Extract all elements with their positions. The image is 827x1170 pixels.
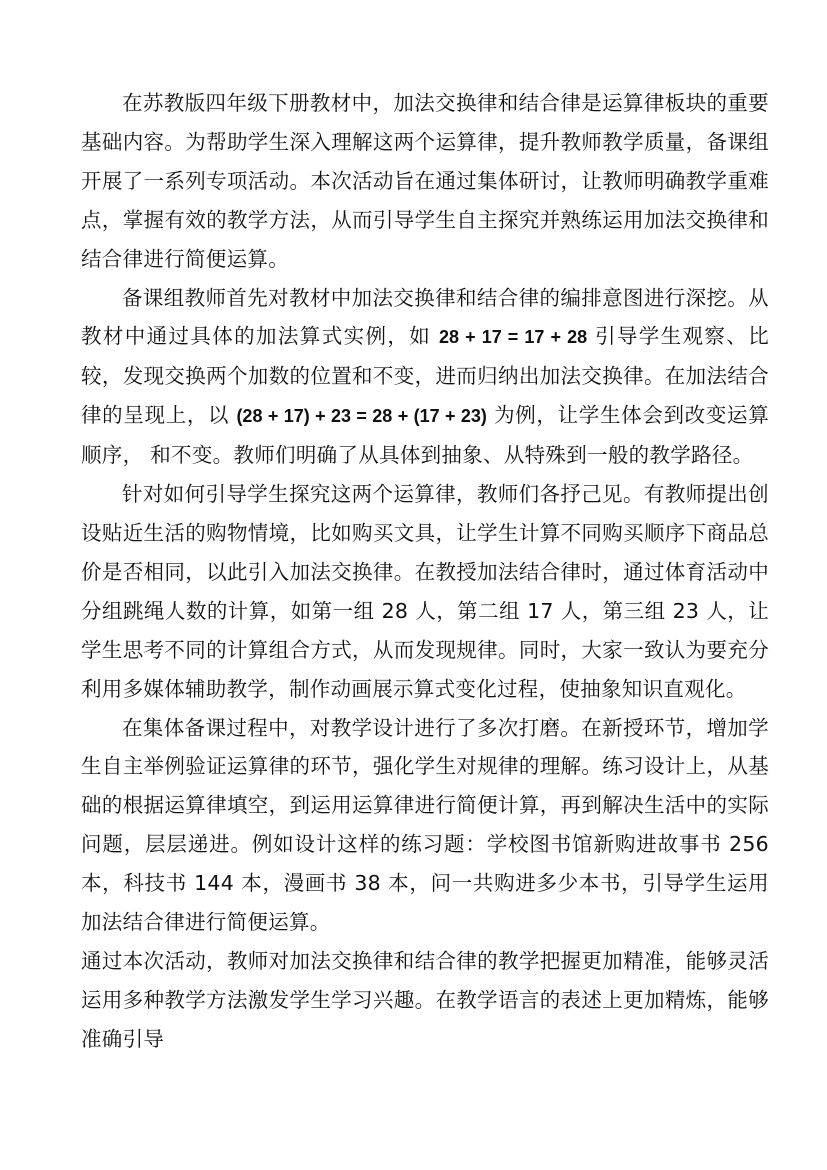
paragraph-lesson-design: 在集体备课过程中，对教学设计进行了多次打磨。在新授环节，增加学生自主举例验证运算律的环节，强化学生对规律的理解。练习设计上，从基础的根据运算律填空，到运用运算律进行简便计算，再到解决生活中的实际问题，层层递进。例如设计这样的练习题：学校图书馆新购进故事书 256 本，科技书 144 本，漫画书 38 本，问一共购进多少本书，引导学生运用加法结合律进行简便运算。 [81,715,769,935]
paragraph-intro: 在苏教版四年级下册教材中，加法交换律和结合律是运算律板块的重要基础内容。为帮助学生深入理解这两个运算律，提升教师教学质量，备课组开展了一系列专项活动。本次活动旨在通过集体研讨，让教师明确教学重难点，掌握有效的教学方法，从而引导学生自主探究并熟练运用加法交换律和结合律进行简便运算。 [81,91,769,271]
paragraph-text-segment: 为例，让学生体会到改变运算顺序， 和不变。教师们明确了从具体到抽象、从特殊到一般的教学路径。 [81,403,770,468]
equation-associative: (28 + 17) + 23 = 28 + (17 + 23) [236,406,487,427]
paragraph-text-segment: 引导学生观察、比较，发现交换两个加数的位置和不变，进而归纳出加法交换律。在加法结合律的呈现上，以 [81,324,769,428]
document-body [81,84,769,1059]
equation-commutative: 28 + 17 = 17 + 28 [439,327,588,348]
paragraph-teaching-methods: 针对如何引导学生探究这两个运算律，教师们各抒己见。有教师提出创设贴近生活的购物情境，比如购买文具，让学生计算不同购买顺序下商品总价是否相同，以此引入加法交换律。在教授加法结合律时，通过体育活动中分组跳绳人数的计算，如第一组 28 人，第二组 17 人，第三组 23 人，让学生思考不同的计算组合方式，从而发现规律。同时，大家一致认为要充分利用多媒体辅助教学，制作动画展示算式变化过程，使抽象知识直观化。 [81,482,769,701]
paragraph-conclusion: 通过本次活动，教师对加法交换律和结合律的教学把握更加精准，能够灵活运用多种教学方法激发学生学习兴趣。在教学语言的表述上更加精炼，能够准确引导 [81,948,769,1051]
paragraph-textbook-analysis [81,279,769,476]
paragraph-text-segment: 备课组教师首先对教材中加法交换律和结合律的编排意图进行深挖。从教材中通过具体的加法算式实例，如 [81,285,769,349]
